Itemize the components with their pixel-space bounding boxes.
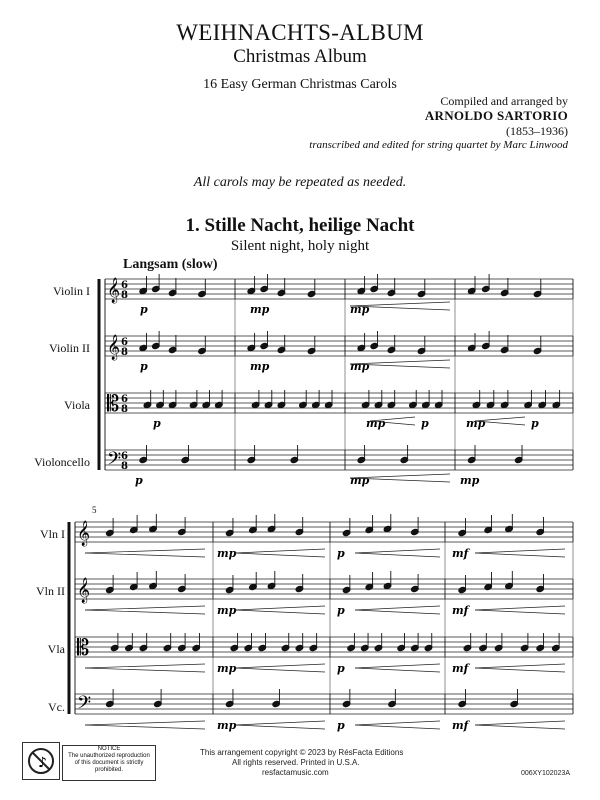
hairpin xyxy=(235,610,325,614)
website-link[interactable]: resfactamusic.com xyxy=(262,768,329,777)
hairpin xyxy=(355,664,440,668)
hairpin xyxy=(355,606,440,610)
hairpin xyxy=(475,725,565,729)
dynamic-marking: mp xyxy=(217,662,237,675)
dynamic-marking: mp xyxy=(350,360,370,373)
instrument-label-vla: Vla xyxy=(47,642,65,656)
time-signature: 8 xyxy=(121,461,128,472)
no-copy-icon xyxy=(22,742,60,780)
time-signature: 6 xyxy=(121,394,128,405)
dynamic-marking: p xyxy=(337,662,345,675)
hairpin xyxy=(85,668,205,672)
hairpin xyxy=(475,668,565,672)
collection-subtitle: Christmas Album xyxy=(233,46,367,67)
clef-icon: 𝄞 xyxy=(77,521,91,546)
hairpin xyxy=(235,668,325,672)
time-signature: 8 xyxy=(121,290,128,301)
hairpin xyxy=(85,721,205,725)
time-signature: 6 xyxy=(121,337,128,348)
dynamic-marking: p xyxy=(135,474,143,487)
hairpin xyxy=(475,553,565,557)
transcription-credit: transcribed and edited for string quartet by Marc Linwood xyxy=(309,139,568,151)
dynamic-marking: mp xyxy=(366,417,386,430)
dynamic-marking: mp xyxy=(350,303,370,316)
hairpin xyxy=(475,664,565,668)
hairpin xyxy=(235,606,325,610)
hairpin xyxy=(475,721,565,725)
time-signature: 8 xyxy=(121,347,128,358)
hairpin xyxy=(355,610,440,614)
dynamic-marking: p xyxy=(421,417,429,430)
dynamic-marking: mp xyxy=(466,417,486,430)
rights-line: All rights reserved. Printed in U.S.A. xyxy=(232,758,360,767)
hairpin xyxy=(85,606,205,610)
dynamic-marking: p xyxy=(140,303,148,316)
hairpin xyxy=(355,721,440,725)
time-signature: 6 xyxy=(121,280,128,291)
dynamic-marking: mp xyxy=(250,360,270,373)
clef-icon: 𝄢 xyxy=(77,693,92,718)
dynamic-marking: mf xyxy=(452,604,469,617)
hairpin xyxy=(355,549,440,553)
hairpin xyxy=(85,610,205,614)
hairpin xyxy=(475,610,565,614)
time-signature: 8 xyxy=(121,404,128,415)
collection-title: WEIHNACHTS-ALBUM xyxy=(176,20,424,45)
notice-text: NOTICE The unauthorized reproduction of this document is strictly prohibited. xyxy=(68,746,150,773)
collection-description: 16 Easy German Christmas Carols xyxy=(203,77,397,92)
clef-icon: 𝄢 xyxy=(107,449,122,474)
hairpin xyxy=(235,553,325,557)
dynamic-marking: mf xyxy=(452,662,469,675)
clef-icon: 𝄞 xyxy=(77,578,91,603)
dynamic-marking: mp xyxy=(217,719,237,732)
hairpin xyxy=(235,549,325,553)
clef-icon: 𝄡 xyxy=(77,636,90,661)
hairpin xyxy=(85,725,205,729)
dynamic-marking: p xyxy=(337,547,345,560)
copyright-line: This arrangement copyright © 2023 by RésFacta Editions xyxy=(200,748,404,757)
svg-text:♪: ♪ xyxy=(38,755,47,771)
piece-subtitle: Silent night, holy night xyxy=(230,238,370,254)
notice-box xyxy=(62,745,156,781)
dynamic-marking: mp xyxy=(217,604,237,617)
hairpin xyxy=(355,668,440,672)
dynamic-marking: p xyxy=(337,719,345,732)
instrument-label-vln2: Vln II xyxy=(36,584,65,598)
dynamic-marking: mf xyxy=(452,719,469,732)
instrument-label-violin2: Violin II xyxy=(49,341,90,355)
dynamic-marking: mp xyxy=(250,303,270,316)
hairpin xyxy=(85,549,205,553)
hairpin xyxy=(475,549,565,553)
catalog-code: 006XY102023A xyxy=(520,770,570,777)
clef-icon: 𝄞 xyxy=(107,278,121,303)
hairpin xyxy=(355,553,440,557)
measure-number: 5 xyxy=(92,505,97,515)
piece-title: 1. Stille Nacht, heilige Nacht xyxy=(185,215,415,236)
hairpin xyxy=(235,664,325,668)
dynamic-marking: mp xyxy=(460,474,480,487)
performance-note: All carols may be repeated as needed. xyxy=(193,175,407,190)
instrument-label-vc: Vc. xyxy=(48,700,65,714)
time-signature: 6 xyxy=(121,451,128,462)
instrument-label-violin1: Violin I xyxy=(53,284,90,298)
instrument-label-vln1: Vln I xyxy=(40,527,65,541)
composer-name: ARNOLDO SARTORIO xyxy=(424,108,568,123)
dynamic-marking: p xyxy=(153,417,161,430)
composer-dates: (1853–1936) xyxy=(506,124,568,138)
hairpin xyxy=(355,725,440,729)
dynamic-marking: mp xyxy=(217,547,237,560)
clef-icon: 𝄡 xyxy=(107,392,120,417)
dynamic-marking: mf xyxy=(452,547,469,560)
dynamic-marking: mp xyxy=(350,474,370,487)
hairpin xyxy=(85,553,205,557)
hairpin xyxy=(235,721,325,725)
instrument-label-cello: Violoncello xyxy=(34,455,90,469)
hairpin xyxy=(475,606,565,610)
hairpin xyxy=(85,664,205,668)
instrument-label-viola: Viola xyxy=(64,398,90,412)
dynamic-marking: p xyxy=(531,417,539,430)
clef-icon: 𝄞 xyxy=(107,335,121,360)
hairpin xyxy=(235,725,325,729)
dynamic-marking: p xyxy=(140,360,148,373)
compiled-label: Compiled and arranged by xyxy=(440,94,568,108)
tempo-marking: Langsam (slow) xyxy=(123,257,218,272)
dynamic-marking: p xyxy=(337,604,345,617)
